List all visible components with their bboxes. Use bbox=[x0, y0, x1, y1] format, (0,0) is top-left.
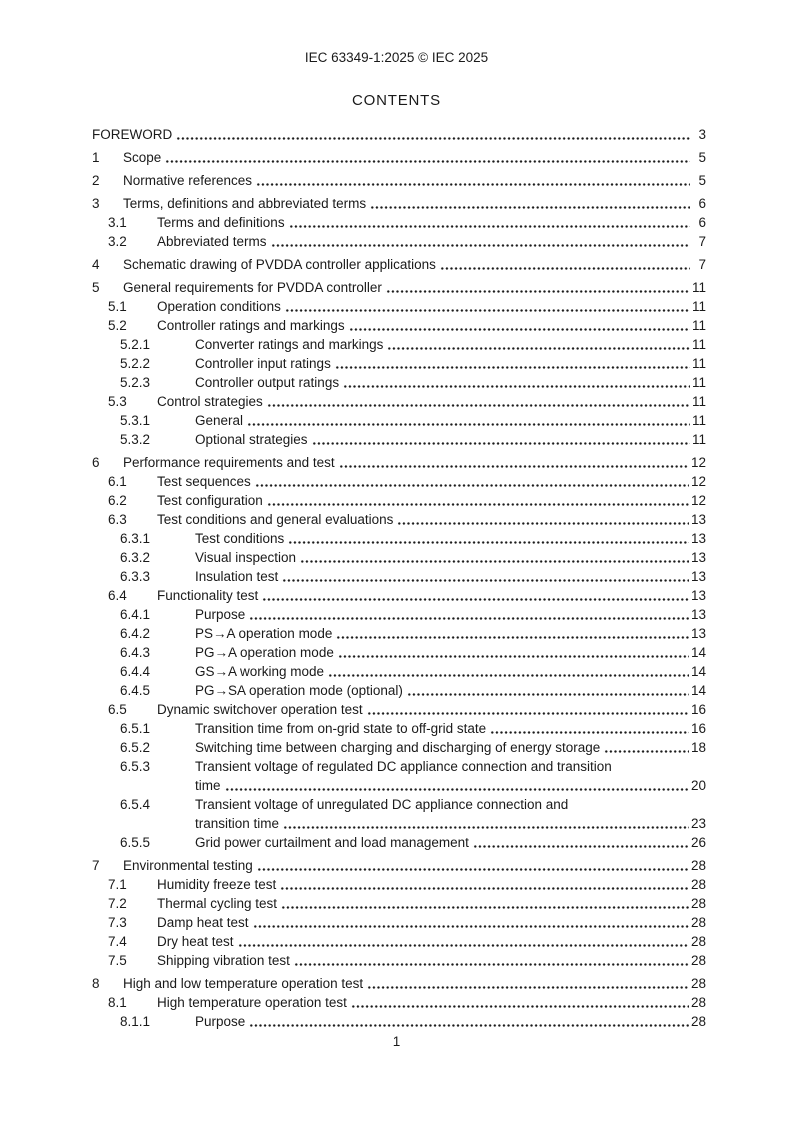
toc-entry bbox=[92, 795, 706, 833]
toc-leader-dots bbox=[342, 373, 690, 392]
toc-entry bbox=[92, 586, 706, 605]
toc-leader-dots bbox=[472, 833, 689, 852]
toc-entry-title: Humidity freeze test bbox=[157, 877, 277, 892]
toc-entry bbox=[92, 738, 706, 757]
toc-entry bbox=[92, 932, 706, 951]
toc-leader-dots bbox=[327, 662, 689, 681]
toc-page-number: 7 bbox=[698, 257, 706, 272]
toc-page-number: 28 bbox=[690, 995, 706, 1010]
toc-entry-title: Switching time between charging and discharging of energy storage bbox=[195, 740, 601, 755]
toc-entry bbox=[92, 757, 706, 795]
toc-entry-number: 7.3 bbox=[108, 915, 127, 930]
toc-entry-number: 5.2 bbox=[108, 318, 127, 333]
toc-entry-title: time bbox=[195, 778, 221, 793]
toc-page-number: 28 bbox=[690, 934, 706, 949]
toc-leader-dots bbox=[175, 125, 690, 144]
toc-entry-title: Converter ratings and markings bbox=[195, 337, 384, 352]
toc-entry-number: 7.2 bbox=[108, 896, 127, 911]
toc-entry-number: 6.4.5 bbox=[120, 683, 151, 698]
toc-page-number: 11 bbox=[691, 356, 706, 371]
toc-entry bbox=[92, 662, 706, 681]
toc-page-number: 11 bbox=[691, 432, 706, 447]
toc-leader-dots bbox=[261, 586, 689, 605]
toc-entry bbox=[92, 278, 706, 297]
toc-entry bbox=[92, 605, 706, 624]
toc-leader-dots bbox=[293, 951, 689, 970]
toc-entry bbox=[92, 430, 706, 449]
toc-entry-number: 5.2.1 bbox=[120, 337, 151, 352]
toc-entry-number: 8 bbox=[92, 976, 100, 991]
toc-entry-title: Normative references bbox=[123, 173, 253, 188]
toc-entry-number: 6.3.3 bbox=[120, 569, 151, 584]
toc-entry-title: Control strategies bbox=[157, 394, 263, 409]
toc-page-number: 23 bbox=[690, 816, 706, 831]
toc-entry-title: Test conditions and general evaluations bbox=[157, 512, 394, 527]
toc-entry-number: 6.5.5 bbox=[120, 835, 151, 850]
toc-entry-title: Visual inspection bbox=[195, 550, 297, 565]
toc-entry bbox=[92, 567, 706, 586]
toc-entry-title: Functionality test bbox=[157, 588, 259, 603]
toc-page-number: 11 bbox=[691, 413, 706, 428]
toc-entry-title: Damp heat test bbox=[157, 915, 249, 930]
toc-page-number: 12 bbox=[690, 455, 706, 470]
toc-leader-dots bbox=[299, 548, 689, 567]
toc-entry-number: 4 bbox=[92, 257, 100, 272]
toc-entry bbox=[92, 833, 706, 852]
toc-entry-title: Test configuration bbox=[157, 493, 263, 508]
toc-entry-title: transition time bbox=[195, 816, 280, 831]
toc-entry bbox=[92, 491, 706, 510]
page-title: CONTENTS bbox=[352, 92, 441, 109]
toc-entry-title: Test sequences bbox=[157, 474, 251, 489]
toc-entry-title: Transient voltage of unregulated DC appliance connection and bbox=[195, 797, 569, 812]
toc-entry-number: 7.5 bbox=[108, 953, 127, 968]
toc-leader-dots bbox=[246, 411, 690, 430]
toc-entry bbox=[92, 453, 706, 472]
toc-entry-title: Grid power curtailment and load management bbox=[195, 835, 469, 850]
toc-leader-dots bbox=[406, 681, 689, 700]
toc-entry bbox=[92, 548, 706, 567]
toc-entry-title: High and low temperature operation test bbox=[123, 976, 364, 991]
toc-entry-number: 5.3.1 bbox=[120, 413, 151, 428]
toc-page-number: 16 bbox=[690, 721, 706, 736]
toc-entry-title: Environmental testing bbox=[123, 858, 253, 873]
toc-page-number: 13 bbox=[690, 550, 706, 565]
toc-entry-number: 6.4.1 bbox=[120, 607, 151, 622]
toc-page-number: 20 bbox=[690, 778, 706, 793]
toc-entry-title: Insulation test bbox=[195, 569, 279, 584]
toc-entry-title: Test conditions bbox=[195, 531, 285, 546]
footer-page-number: 1 bbox=[392, 1034, 401, 1049]
toc-leader-dots bbox=[337, 643, 689, 662]
toc-entry bbox=[92, 913, 706, 932]
toc-entry-number: 5.1 bbox=[108, 299, 127, 314]
toc-page-number: 16 bbox=[690, 702, 706, 717]
toc-entry-number: 1 bbox=[92, 150, 100, 165]
toc-entry bbox=[92, 875, 706, 894]
toc-page-number: 7 bbox=[698, 234, 706, 249]
toc-entry-title: Transient voltage of regulated DC appliance connection and transition bbox=[195, 759, 612, 774]
toc-page-number: 11 bbox=[691, 394, 706, 409]
toc-page-number: 28 bbox=[690, 915, 706, 930]
toc-leader-dots bbox=[489, 719, 689, 738]
toc-leader-dots bbox=[335, 624, 689, 643]
toc-entry-number: 7.1 bbox=[108, 877, 127, 892]
toc-leader-dots bbox=[334, 354, 690, 373]
toc-page-number: 13 bbox=[690, 588, 706, 603]
toc-page-number: 5 bbox=[698, 150, 706, 165]
toc-page-number: 14 bbox=[690, 664, 706, 679]
toc-page-number: 14 bbox=[690, 645, 706, 660]
toc-entry bbox=[92, 232, 706, 251]
toc-entry-number: 6.4.3 bbox=[120, 645, 151, 660]
toc-page-number: 28 bbox=[690, 1014, 706, 1029]
toc-page-number: 13 bbox=[690, 569, 706, 584]
toc-entry-number: 6.2 bbox=[108, 493, 127, 508]
toc-leader-dots bbox=[366, 700, 689, 719]
toc-page-number: 3 bbox=[698, 127, 706, 142]
toc-entry-number: 6.4.2 bbox=[120, 626, 151, 641]
toc-page-number: 13 bbox=[690, 512, 706, 527]
toc-entry-title: Abbreviated terms bbox=[157, 234, 267, 249]
toc-entry bbox=[92, 354, 706, 373]
toc-entry bbox=[92, 700, 706, 719]
toc-entry-title: PG→SA operation mode (optional) bbox=[195, 683, 403, 698]
toc-leader-dots bbox=[287, 529, 689, 548]
toc-entry-number: 6.5 bbox=[108, 702, 127, 717]
toc-page-number: 14 bbox=[690, 683, 706, 698]
toc-page-number: 28 bbox=[690, 858, 706, 873]
toc-entry bbox=[92, 856, 706, 875]
toc-entry-number: 5.2.3 bbox=[120, 375, 151, 390]
toc-entry bbox=[92, 411, 706, 430]
toc-leader-dots bbox=[256, 856, 689, 875]
toc-entry bbox=[92, 719, 706, 738]
toc-entry-title: Shipping vibration test bbox=[157, 953, 290, 968]
toc-entry-number: 5.3 bbox=[108, 394, 127, 409]
toc-leader-dots bbox=[266, 392, 690, 411]
toc-entry bbox=[92, 472, 706, 491]
toc-page-number: 13 bbox=[690, 607, 706, 622]
toc-page-number: 18 bbox=[690, 740, 706, 755]
toc-leader-dots bbox=[288, 213, 690, 232]
toc-leader-dots bbox=[248, 1012, 689, 1031]
toc-entry-number: 3.1 bbox=[108, 215, 127, 230]
toc-page-number: 11 bbox=[691, 337, 706, 352]
toc-entry-title: PS→A operation mode bbox=[195, 626, 333, 641]
toc-leader-dots bbox=[237, 932, 689, 951]
toc-leader-dots bbox=[386, 335, 690, 354]
toc-entry bbox=[92, 974, 706, 993]
toc-entry bbox=[92, 148, 706, 167]
toc-leader-dots bbox=[396, 510, 689, 529]
toc-entry-title: Controller input ratings bbox=[195, 356, 331, 371]
toc-leader-dots bbox=[350, 993, 689, 1012]
running-header: IEC 63349-1:2025 © IEC 2025 bbox=[304, 50, 489, 65]
toc-leader-dots bbox=[279, 875, 689, 894]
toc-entry-title: High temperature operation test bbox=[157, 995, 347, 1010]
toc-leader-dots bbox=[348, 316, 690, 335]
toc-entry-title: Optional strategies bbox=[195, 432, 308, 447]
toc-entry bbox=[92, 392, 706, 411]
toc-leader-dots bbox=[280, 894, 689, 913]
toc-entry-title: Terms and definitions bbox=[157, 215, 285, 230]
toc-entry-number: 6.4 bbox=[108, 588, 127, 603]
toc-entry-number: 7.4 bbox=[108, 934, 127, 949]
toc-page-number: 28 bbox=[690, 896, 706, 911]
toc-entry-number: 8.1.1 bbox=[120, 1014, 151, 1029]
toc-entry-title: PG→A operation mode bbox=[195, 645, 334, 660]
toc-entry-number: 5 bbox=[92, 280, 100, 295]
toc-entry-title: General bbox=[195, 413, 244, 428]
toc-entry bbox=[92, 171, 706, 190]
toc-entry-number: 5.2.2 bbox=[120, 356, 151, 371]
toc-entry-title: General requirements for PVDDA controller bbox=[123, 280, 382, 295]
toc-entry-title: Transition time from on-grid state to off-grid state bbox=[195, 721, 487, 736]
toc-entry-title: GS→A working mode bbox=[195, 664, 325, 679]
toc-entry-title: Operation conditions bbox=[157, 299, 281, 314]
toc-entry bbox=[92, 125, 706, 144]
toc-leader-dots bbox=[281, 567, 689, 586]
toc-entry-number: 6.4.4 bbox=[120, 664, 151, 679]
toc-leader-dots bbox=[439, 255, 690, 274]
toc-leader-dots bbox=[366, 974, 689, 993]
toc-entry bbox=[92, 529, 706, 548]
toc-page-number: 26 bbox=[690, 835, 706, 850]
toc-entry-title: Thermal cycling test bbox=[157, 896, 278, 911]
toc-entry-title: Terms, definitions and abbreviated terms bbox=[123, 196, 367, 211]
toc-leader-dots bbox=[248, 605, 689, 624]
toc-page-number: 13 bbox=[690, 531, 706, 546]
toc-entry-title: FOREWORD bbox=[92, 127, 173, 142]
toc-page-number: 28 bbox=[690, 976, 706, 991]
toc-leader-dots bbox=[311, 430, 690, 449]
toc-entry-number: 8.1 bbox=[108, 995, 127, 1010]
toc-entry-title: Controller output ratings bbox=[195, 375, 340, 390]
toc-entry-number: 3.2 bbox=[108, 234, 127, 249]
toc-entry bbox=[92, 951, 706, 970]
toc-entry-number: 7 bbox=[92, 858, 100, 873]
toc-entry bbox=[92, 643, 706, 662]
toc-page-number: 6 bbox=[698, 215, 706, 230]
toc-entry bbox=[92, 1012, 706, 1031]
toc-entry-title: Purpose bbox=[195, 607, 246, 622]
toc-page-number: 11 bbox=[691, 318, 706, 333]
toc-entry-title: Scope bbox=[123, 150, 162, 165]
toc-entry bbox=[92, 194, 706, 213]
toc-entry-title: Dynamic switchover operation test bbox=[157, 702, 363, 717]
toc-leader-dots bbox=[270, 232, 690, 251]
toc-leader-dots bbox=[164, 148, 690, 167]
toc-leader-dots bbox=[385, 278, 690, 297]
toc-page-number: 5 bbox=[698, 173, 706, 188]
toc-leader-dots bbox=[284, 297, 690, 316]
toc-entry-number: 6.3.2 bbox=[120, 550, 151, 565]
toc-leader-dots bbox=[369, 194, 690, 213]
toc-page-number: 11 bbox=[691, 299, 706, 314]
toc-entry bbox=[92, 213, 706, 232]
toc-entry-number: 6.5.2 bbox=[120, 740, 151, 755]
toc-page-number: 28 bbox=[690, 877, 706, 892]
toc-entry bbox=[92, 297, 706, 316]
toc-entry bbox=[92, 993, 706, 1012]
toc-leader-dots bbox=[338, 453, 689, 472]
toc-entry-number: 6.5.1 bbox=[120, 721, 151, 736]
toc-entry bbox=[92, 510, 706, 529]
toc-page-number: 6 bbox=[698, 196, 706, 211]
toc-entry bbox=[92, 624, 706, 643]
toc-entry bbox=[92, 335, 706, 354]
toc-page-number: 12 bbox=[690, 474, 706, 489]
toc-entry-number: 5.3.2 bbox=[120, 432, 151, 447]
toc-leader-dots bbox=[254, 472, 689, 491]
toc-leader-dots bbox=[282, 814, 689, 833]
toc-entry-title: Controller ratings and markings bbox=[157, 318, 345, 333]
toc-entry-number: 6.5.4 bbox=[120, 797, 151, 812]
toc-leader-dots bbox=[252, 913, 689, 932]
toc-entry-number: 6 bbox=[92, 455, 100, 470]
toc-entry-number: 6.3 bbox=[108, 512, 127, 527]
toc-leader-dots bbox=[224, 776, 689, 795]
toc-entry bbox=[92, 316, 706, 335]
toc-entry-title: Schematic drawing of PVDDA controller applications bbox=[123, 257, 436, 272]
toc-leader-dots bbox=[255, 171, 690, 190]
toc-entry-number: 3 bbox=[92, 196, 100, 211]
toc-page-number: 11 bbox=[691, 280, 706, 295]
toc-entry-title: Dry heat test bbox=[157, 934, 234, 949]
toc-entry-number: 6.3.1 bbox=[120, 531, 151, 546]
toc-entry bbox=[92, 681, 706, 700]
toc-leader-dots bbox=[266, 491, 689, 510]
toc-entry-title: Performance requirements and test bbox=[123, 455, 335, 470]
toc-leader-dots bbox=[603, 738, 689, 757]
toc-page-number: 13 bbox=[690, 626, 706, 641]
toc-entry bbox=[92, 255, 706, 274]
toc-entry bbox=[92, 894, 706, 913]
toc-page-number: 12 bbox=[690, 493, 706, 508]
table-of-contents bbox=[92, 125, 706, 1031]
toc-entry-number: 6.5.3 bbox=[120, 759, 151, 774]
toc-entry-number: 2 bbox=[92, 173, 100, 188]
toc-page-number: 11 bbox=[691, 375, 706, 390]
toc-page-number: 28 bbox=[690, 953, 706, 968]
toc-entry-title: Purpose bbox=[195, 1014, 246, 1029]
toc-entry-number: 6.1 bbox=[108, 474, 127, 489]
toc-entry bbox=[92, 373, 706, 392]
